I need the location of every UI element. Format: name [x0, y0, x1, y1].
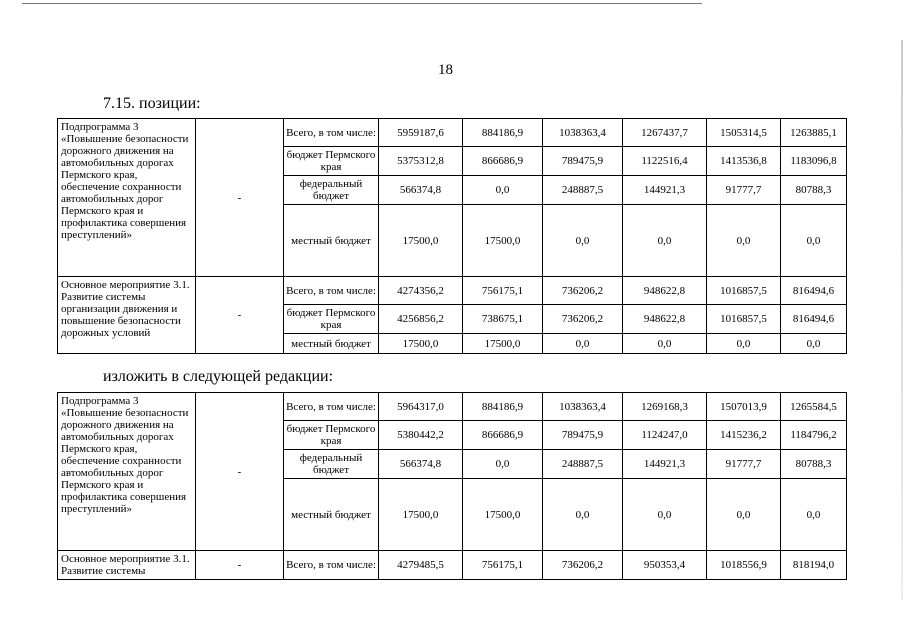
subprogram3-name: Подпрограмма 3 «Повышение безопасности дорожного движения на автомобильных дорогах Пермского края, обеспечение сохранности автомобильных дорог Пермского края и профилактика совершения преступлений»: [58, 393, 196, 551]
cell-value: 0,0: [707, 479, 781, 551]
subprogram3-name: Подпрограмма 3 «Повышение безопасности дорожного движения на автомобильных дорогах Пермского края, обеспечение сохранности автомобильных дорог Пермского края и профилактика совершения преступлений»: [58, 119, 196, 277]
cell-value: 5380442,2: [379, 421, 463, 450]
measure31-name: Основное мероприятие 3.1. Развитие системы: [58, 551, 196, 580]
cell-value: 5964317,0: [379, 393, 463, 421]
section-title: 7.15. позиции:: [103, 95, 201, 112]
cell-value: 17500,0: [463, 479, 543, 551]
cell-value: 1505314,5: [707, 119, 781, 147]
cell-value: 80788,3: [781, 176, 847, 205]
cell-value: 17500,0: [463, 205, 543, 277]
table-row: [58, 551, 847, 580]
row-label: местный бюджет: [284, 479, 379, 551]
cell-value: 91777,7: [707, 450, 781, 479]
cell-value: 0,0: [781, 479, 847, 551]
cell-value: 1122516,4: [623, 147, 707, 176]
cell-value: 4274356,2: [379, 277, 463, 305]
cell-value: 736206,2: [543, 305, 623, 334]
cell-value: 0,0: [543, 479, 623, 551]
cell-value: 0,0: [543, 205, 623, 277]
cell-value: 866686,9: [463, 421, 543, 450]
cell-value: 756175,1: [463, 551, 543, 580]
row-label: местный бюджет: [284, 205, 379, 277]
measure31-dash: -: [196, 277, 284, 354]
cell-value: 1016857,5: [707, 277, 781, 305]
cell-value: 0,0: [543, 334, 623, 354]
cell-value: 248887,5: [543, 176, 623, 205]
cell-value: 0,0: [623, 205, 707, 277]
row-label: федеральный бюджет: [284, 450, 379, 479]
cell-value: 566374,8: [379, 176, 463, 205]
cell-value: 948622,8: [623, 305, 707, 334]
subprogram3-dash: -: [196, 119, 284, 277]
cell-value: 17500,0: [379, 205, 463, 277]
cell-value: 736206,2: [543, 277, 623, 305]
cell-value: 736206,2: [543, 551, 623, 580]
cell-value: 248887,5: [543, 450, 623, 479]
cell-value: 1184796,2: [781, 421, 847, 450]
cell-value: 80788,3: [781, 450, 847, 479]
cell-value: 0,0: [623, 334, 707, 354]
scan-edge: [901, 40, 903, 600]
table-row: [58, 119, 847, 147]
revision-heading: изложить в следующей редакции:: [103, 368, 334, 385]
cell-value: 0,0: [781, 334, 847, 354]
cell-value: 0,0: [781, 205, 847, 277]
cell-value: 1038363,4: [543, 393, 623, 421]
row-label: Всего, в том числе:: [284, 551, 379, 580]
cell-value: 884186,9: [463, 119, 543, 147]
cell-value: 1124247,0: [623, 421, 707, 450]
top-rule: [22, 3, 702, 4]
cell-value: 17500,0: [379, 479, 463, 551]
cell-value: 91777,7: [707, 176, 781, 205]
cell-value: 948622,8: [623, 277, 707, 305]
cell-value: 866686,9: [463, 147, 543, 176]
row-label: бюджет Пермского края: [284, 147, 379, 176]
cell-value: 4279485,5: [379, 551, 463, 580]
cell-value: 1018556,9: [707, 551, 781, 580]
row-label: Всего, в том числе:: [284, 277, 379, 305]
cell-value: 1269168,3: [623, 393, 707, 421]
row-label: федеральный бюджет: [284, 176, 379, 205]
row-label: бюджет Пермского края: [284, 421, 379, 450]
cell-value: 1507013,9: [707, 393, 781, 421]
table-positions-new: [57, 392, 847, 580]
cell-value: 0,0: [623, 479, 707, 551]
cell-value: 1415236,2: [707, 421, 781, 450]
subprogram3-dash: -: [196, 393, 284, 551]
cell-value: 1016857,5: [707, 305, 781, 334]
cell-value: 738675,1: [463, 305, 543, 334]
cell-value: 17500,0: [463, 334, 543, 354]
cell-value: 816494,6: [781, 277, 847, 305]
table-row: [58, 393, 847, 421]
cell-value: 17500,0: [379, 334, 463, 354]
table-row: [58, 277, 847, 305]
cell-value: 0,0: [463, 450, 543, 479]
row-label: Всего, в том числе:: [284, 119, 379, 147]
cell-value: 1267437,7: [623, 119, 707, 147]
cell-value: 816494,6: [781, 305, 847, 334]
cell-value: 884186,9: [463, 393, 543, 421]
cell-value: 5375312,8: [379, 147, 463, 176]
cell-value: 0,0: [707, 334, 781, 354]
cell-value: 818194,0: [781, 551, 847, 580]
cell-value: 756175,1: [463, 277, 543, 305]
row-label: бюджет Пермского края: [284, 305, 379, 334]
measure31-dash: -: [196, 551, 284, 580]
cell-value: 566374,8: [379, 450, 463, 479]
cell-value: 144921,3: [623, 450, 707, 479]
table-positions-old: [57, 118, 847, 354]
cell-value: 789475,9: [543, 147, 623, 176]
cell-value: 144921,3: [623, 176, 707, 205]
row-label: Всего, в том числе:: [284, 393, 379, 421]
page-number: 18: [438, 62, 453, 78]
cell-value: 1038363,4: [543, 119, 623, 147]
row-label: местный бюджет: [284, 334, 379, 354]
cell-value: 1263885,1: [781, 119, 847, 147]
cell-value: 1265584,5: [781, 393, 847, 421]
cell-value: 1183096,8: [781, 147, 847, 176]
measure31-name: Основное мероприятие 3.1. Развитие системы организации движения и повышение безопасности дорожных условий: [58, 277, 196, 354]
cell-value: 5959187,6: [379, 119, 463, 147]
cell-value: 1413536,8: [707, 147, 781, 176]
cell-value: 789475,9: [543, 421, 623, 450]
cell-value: 0,0: [463, 176, 543, 205]
cell-value: 950353,4: [623, 551, 707, 580]
cell-value: 0,0: [707, 205, 781, 277]
cell-value: 4256856,2: [379, 305, 463, 334]
